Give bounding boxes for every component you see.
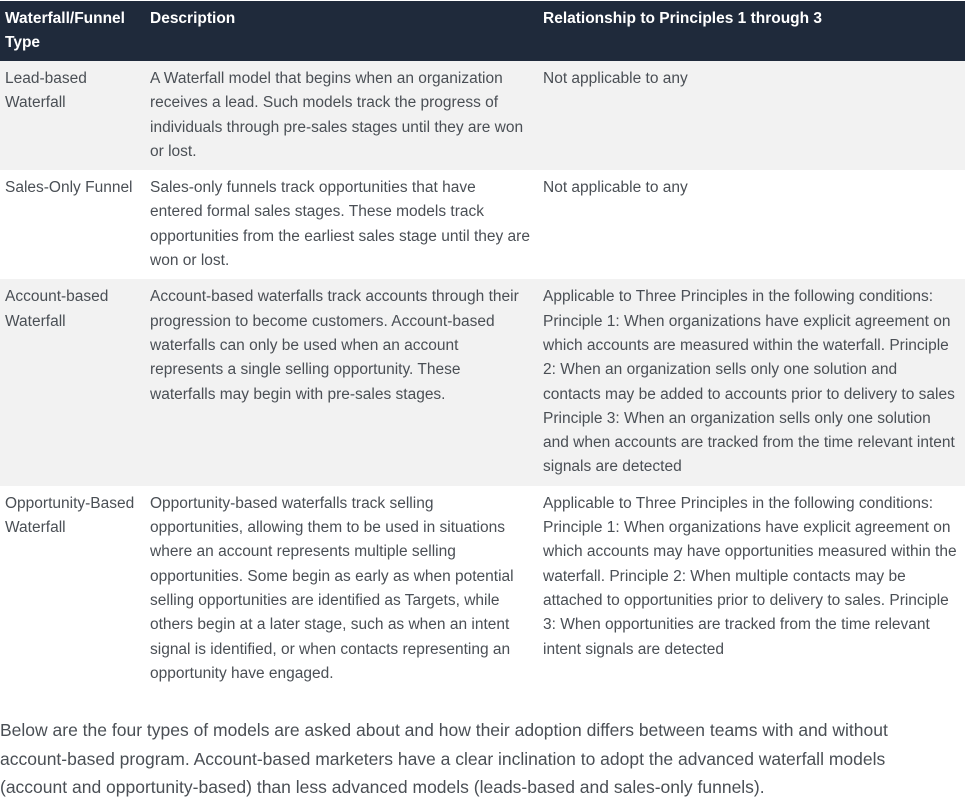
header-description: Description xyxy=(145,1,538,61)
row-2-description: Sales-only funnels track opportunities that have entered formal sales stages. These models track opportunities from the earliest sales stage until they are won or lost. xyxy=(145,170,538,279)
row-3-description: Account-based waterfalls track accounts through their progression to become customers. Account-based waterfalls can only be used when an account represents a single selling opportunity. These waterfalls may begin with pre-sales stages. xyxy=(145,279,538,485)
row-4-relationship: Applicable to Three Principles in the following conditions: Principle 1: When organizations have explicit agreement on which accounts may have opportunities measured within the waterfall. Principle 2: When multiple contacts may be attached to opportunities prior to delivery to sales. Principle 3: When opportunities are tracked from the time relevant intent signals are detected xyxy=(538,486,965,692)
header-relationship: Relationship to Principles 1 through 3 xyxy=(538,1,965,61)
body-paragraph: Below are the four types of models are asked about and how their adoption differs between teams with and without account-based program. Account-based marketers have a clear inclination to adopt the advanced waterfall models (account and opportunity-based) than less advanced models (leads-based and sales-only funnels). xyxy=(0,720,888,798)
row-1-type: Lead-based Waterfall xyxy=(0,61,145,170)
row-4-description: Opportunity-based waterfalls track selling opportunities, allowing them to be used in situations where an account represents multiple selling opportunities. Some begin as early as when potential selling opportunities are identified as Targets, while others begin at a later stage, such as when an intent signal is identified, or when contacts representing an opportunity have engaged. xyxy=(145,486,538,692)
row-1-relationship: Not applicable to any xyxy=(538,61,965,170)
row-4-type: Opportunity-Based Waterfall xyxy=(0,486,145,692)
waterfall-types-table xyxy=(0,1,965,692)
row-2-relationship: Not applicable to any xyxy=(538,170,965,279)
row-2-type: Sales-Only Funnel xyxy=(0,170,145,279)
row-1-description: A Waterfall model that begins when an organization receives a lead. Such models track the progress of individuals through pre-sales stages until they are won or lost. xyxy=(145,61,538,170)
header-type: Waterfall/Funnel Type xyxy=(0,1,145,61)
row-3-type: Account-based Waterfall xyxy=(0,279,145,485)
row-3-relationship: Applicable to Three Principles in the following conditions: Principle 1: When organizations have explicit agreement on which accounts are measured within the waterfall. Principle 2: When an organization sells only one solution and contacts may be added to accounts prior to delivery to sales Principle 3: When an organization sells only one solution and when accounts are tracked from the time relevant intent signals are detected xyxy=(538,279,965,485)
